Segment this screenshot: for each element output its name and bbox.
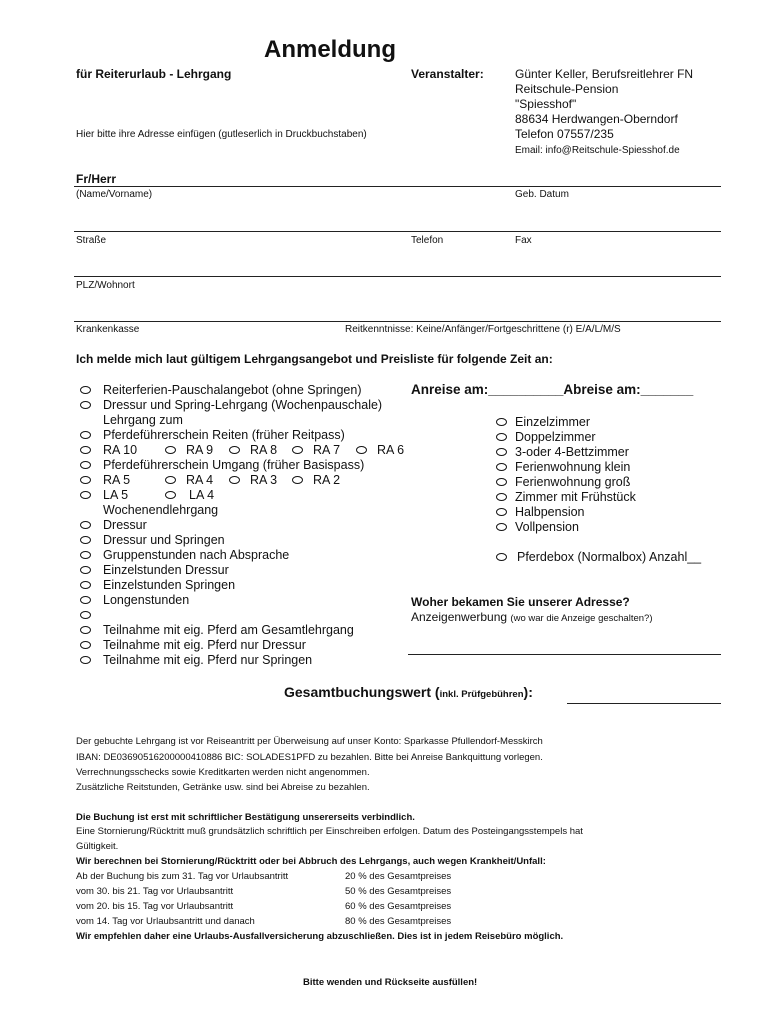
room-option-label: 3-oder 4-Bettzimmer [515, 445, 629, 459]
booking-heading: Ich melde mich laut gültigem Lehrgangsangebot und Preisliste für folgende Zeit an: [76, 352, 553, 366]
option-label: RA 3 [250, 473, 278, 487]
option-checkbox[interactable] [496, 448, 507, 456]
option-label: Teilnahme mit eig. Pferd nur Springen [103, 653, 313, 667]
fee-when: vom 14. Tag vor Urlaubsantritt und danach [76, 916, 255, 927]
fee-when: vom 30. bis 21. Tag vor Urlaubsantritt [76, 886, 234, 897]
option-checkbox[interactable] [496, 418, 507, 426]
phone-label: Telefon [411, 235, 444, 246]
option-checkbox[interactable] [80, 446, 91, 454]
terms-fees-heading: Wir berechnen bei Stornierung/Rücktritt oder bei Abbruch des Lehrgangs, auch wegen Krankheit/Unfall: [76, 856, 546, 867]
option-label: RA 2 [313, 473, 341, 487]
insurance-label: Krankenkasse [76, 324, 140, 335]
option-checkbox[interactable] [496, 433, 507, 441]
option-label: RA 6 [377, 443, 405, 457]
option-checkbox[interactable] [356, 446, 367, 454]
option-checkbox[interactable] [80, 566, 91, 574]
street-line[interactable] [74, 231, 721, 232]
option-checkbox[interactable] [496, 523, 507, 531]
option-checkbox[interactable] [229, 476, 240, 484]
fee-when: vom 20. bis 15. Tag vor Urlaubsantritt [76, 901, 234, 912]
option-label: Dressur [103, 518, 147, 532]
option-label: Pferdeführerschein Umgang (früher Basispass) [103, 458, 365, 472]
address-hint: Hier bitte ihre Adresse einfügen (gutleserlich in Druckbuchstaben) [76, 129, 367, 140]
option-label: Einzelstunden Springen [103, 578, 236, 592]
fee-amount: 50 % des Gesamtpreises [345, 886, 452, 897]
source-answer-note: (wo war die Anzeige geschalten?) [510, 613, 653, 624]
option-checkbox[interactable] [292, 446, 303, 454]
option-checkbox[interactable] [165, 491, 176, 499]
form-title: Anmeldung [264, 36, 396, 63]
option-label: Einzelstunden Dressur [103, 563, 229, 577]
option-checkbox[interactable] [80, 536, 91, 544]
option-checkbox[interactable] [496, 553, 507, 561]
name-label: (Name/Vorname) [76, 189, 153, 200]
option-checkbox[interactable] [80, 596, 91, 604]
option-checkbox[interactable] [229, 446, 240, 454]
source-answer [411, 610, 652, 624]
option-checkbox[interactable] [496, 478, 507, 486]
horsebox-label: Pferdebox (Normalbox) Anzahl__ [517, 550, 702, 564]
option-label: Longenstunden [103, 593, 190, 607]
birthdate-label: Geb. Datum [515, 189, 569, 200]
street-label: Straße [76, 235, 107, 246]
fee-amount: 60 % des Gesamtpreises [345, 901, 452, 912]
option-label: Teilnahme mit eig. Pferd nur Dressur [103, 638, 306, 652]
terms-binding: Die Buchung ist erst mit schriftlicher Bestätigung unsererseits verbindlich. [76, 812, 415, 823]
option-label: LA 4 [189, 488, 215, 502]
total-label [284, 684, 533, 700]
option-checkbox[interactable] [165, 476, 176, 484]
room-option-label: Einzelzimmer [515, 415, 591, 429]
source-question: Woher bekamen Sie unserer Adresse? [411, 595, 630, 609]
footer-note: Bitte wenden und Rückseite ausfüllen! [303, 977, 478, 988]
option-checkbox[interactable] [496, 508, 507, 516]
option-checkbox[interactable] [496, 493, 507, 501]
option-label: Reiterferien-Pauschalangebot (ohne Springen) [103, 383, 362, 397]
room-option-label: Vollpension [515, 520, 579, 534]
room-option-label: Halbpension [515, 505, 585, 519]
option-checkbox[interactable] [80, 581, 91, 589]
terms-cancel: Gültigkeit. [76, 841, 119, 852]
salutation-label: Fr/Herr [76, 172, 117, 186]
riding-skill-label: Reitkenntnisse: Keine/Anfänger/Fortgeschrittene (r) E/A/L/M/S [345, 324, 621, 335]
organizer-line: 88634 Herdwangen-Oberndorf [515, 112, 678, 126]
room-option-label: Zimmer mit Frühstück [515, 490, 636, 504]
option-checkbox[interactable] [80, 656, 91, 664]
option-label: Lehrgang zum [103, 413, 183, 427]
option-checkbox[interactable] [80, 626, 91, 634]
name-line[interactable] [74, 186, 721, 187]
option-label: Pferdeführerschein Reiten (früher Reitpass) [103, 428, 345, 442]
room-option-label: Doppelzimmer [515, 430, 596, 444]
option-checkbox[interactable] [80, 611, 91, 619]
option-checkbox[interactable] [80, 461, 91, 469]
plz-label: PLZ/Wohnort [76, 280, 135, 291]
room-option-label: Ferienwohnung groß [515, 475, 631, 489]
payment-line: Der gebuchte Lehrgang ist vor Reiseantritt per Überweisung auf unser Konto: Sparkasse Pfullendorf-Messkirch [76, 736, 543, 747]
option-label: RA 9 [186, 443, 214, 457]
payment-line: Verrechnungsschecks sowie Kreditkarten werden nicht angenommen. [76, 767, 370, 778]
option-label: RA 4 [186, 473, 214, 487]
fee-amount: 80 % des Gesamtpreises [345, 916, 452, 927]
option-label: Dressur und Springen [103, 533, 225, 547]
source-line[interactable] [408, 654, 721, 655]
option-label: Teilnahme mit eig. Pferd am Gesamtlehrgang [103, 623, 354, 637]
option-checkbox[interactable] [292, 476, 303, 484]
terms-insurance: Wir empfehlen daher eine Urlaubs-Ausfallversicherung abzuschließen. Dies ist in jedem Reisebüro möglich. [76, 931, 564, 942]
organizer-line: Telefon 07557/235 [515, 127, 614, 141]
fee-amount: 20 % des Gesamtpreises [345, 871, 452, 882]
organizer-line: Günter Keller, Berufsreitlehrer FN [515, 67, 694, 81]
option-checkbox[interactable] [80, 521, 91, 529]
room-option-label: Ferienwohnung klein [515, 460, 631, 474]
option-checkbox[interactable] [80, 386, 91, 394]
terms-cancel: Eine Stornierung/Rücktritt muß grundsätzlich schriftlich per Einschreiben erfolgen. Datum des Posteingangsstempels hat [76, 826, 583, 837]
insurance-line[interactable] [74, 321, 721, 322]
organizer-email: Email: info@Reitschule-Spiesshof.de [515, 145, 680, 156]
plz-line[interactable] [74, 276, 721, 277]
total-label-note: inkl. Prüfgebühren [439, 689, 524, 700]
option-checkbox[interactable] [80, 491, 91, 499]
organizer-label: Veranstalter: [411, 67, 484, 81]
option-checkbox[interactable] [80, 476, 91, 484]
form-subtitle: für Reiterurlaub - Lehrgang [76, 67, 232, 81]
option-label: RA 7 [313, 443, 341, 457]
total-label-end: ): [523, 684, 533, 700]
fax-label: Fax [515, 235, 532, 246]
option-checkbox[interactable] [80, 551, 91, 559]
organizer-line: "Spiesshof" [515, 97, 577, 111]
option-checkbox[interactable] [165, 446, 176, 454]
total-line[interactable] [567, 703, 721, 704]
option-label: LA 5 [103, 488, 129, 502]
payment-line: IBAN: DE03690516200000410886 BIC: SOLADES1PFD zu bezahlen. Bitte bei Anreise Bankquittung vorlegen. [76, 752, 543, 763]
fee-when: Ab der Buchung bis zum 31. Tag vor Urlaubsantritt [76, 871, 289, 882]
option-checkbox[interactable] [80, 641, 91, 649]
option-label: Wochenendlehrgang [103, 503, 219, 517]
option-label: RA 8 [250, 443, 278, 457]
option-checkbox[interactable] [80, 401, 91, 409]
option-checkbox[interactable] [496, 463, 507, 471]
option-checkbox[interactable] [80, 431, 91, 439]
payment-line: Zusätzliche Reitstunden, Getränke usw. sind bei Abreise zu bezahlen. [76, 782, 370, 793]
option-label: RA 10 [103, 443, 138, 457]
travel-dates[interactable]: Anreise am:__________Abreise am:_______ [411, 382, 694, 397]
total-label-text: Gesamtbuchungswert ( [284, 684, 440, 700]
organizer-line: Reitschule-Pension [515, 82, 619, 96]
option-label: RA 5 [103, 473, 131, 487]
option-label: Dressur und Spring-Lehrgang (Wochenpauschale) [103, 398, 383, 412]
option-label: Gruppenstunden nach Absprache [103, 548, 290, 562]
source-answer-label: Anzeigenwerbung [411, 610, 508, 624]
